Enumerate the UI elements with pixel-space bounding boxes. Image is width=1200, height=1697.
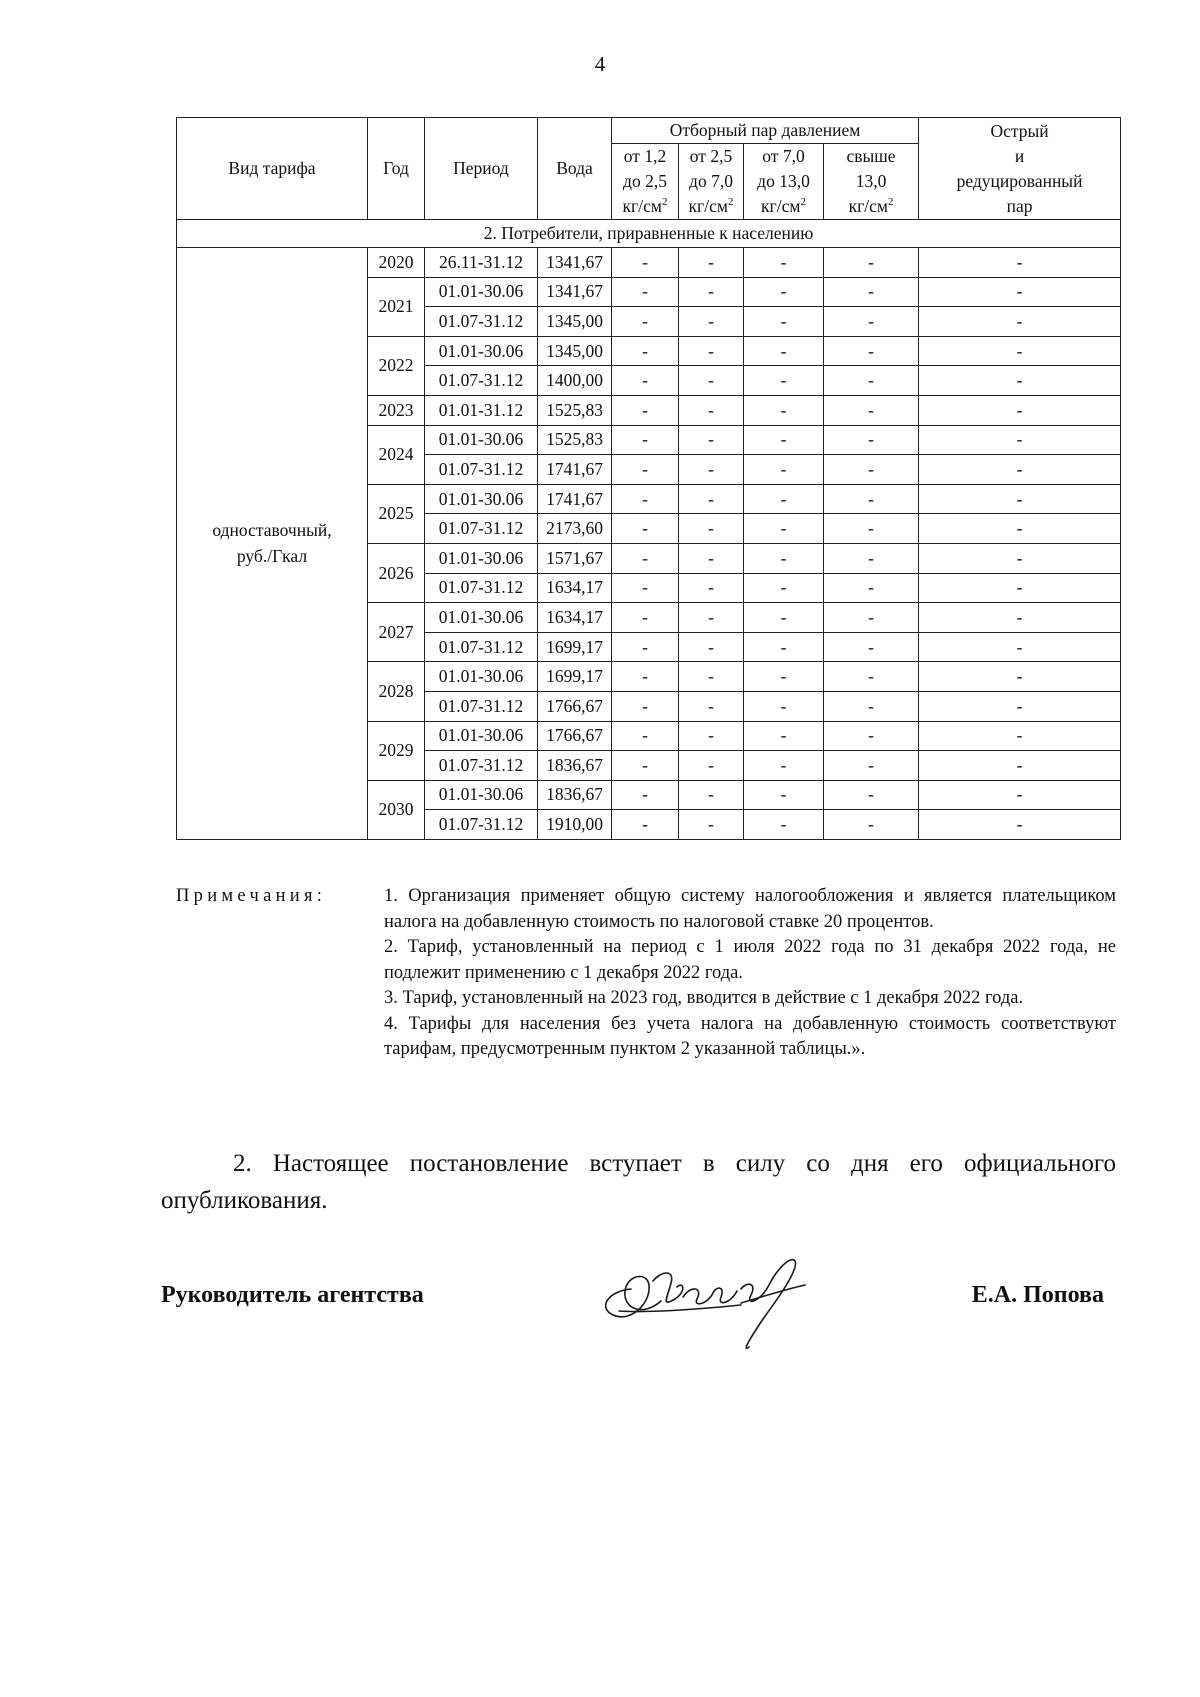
- tariff-type-line-1: одноставочный,: [212, 520, 332, 541]
- sharp-steam-cell: -: [919, 514, 1121, 544]
- sharp-steam-cell: -: [919, 336, 1121, 366]
- header-tariff-type: Вид тарифа: [177, 118, 368, 220]
- steam-cell: -: [679, 543, 744, 573]
- steam-cell: -: [679, 691, 744, 721]
- steam-cell: -: [612, 780, 679, 810]
- signer-title: Руководитель агентства: [161, 1282, 424, 1308]
- steam-cell: -: [824, 662, 919, 692]
- steam-cell: -: [824, 543, 919, 573]
- sharp-steam-cell: -: [919, 780, 1121, 810]
- steam-cell: -: [744, 336, 824, 366]
- water-cell: 1345,00: [538, 336, 612, 366]
- period-cell: 26.11-31.12: [425, 248, 538, 278]
- sharp-steam-cell: -: [919, 248, 1121, 278]
- unit-sup: 2: [800, 196, 806, 209]
- header-steam-col-2: [679, 144, 744, 220]
- steam-cell: -: [612, 603, 679, 633]
- unit-text: кг/см: [761, 196, 801, 216]
- steam-col-3-unit: [744, 194, 823, 219]
- steam-cell: -: [612, 662, 679, 692]
- unit-text: кг/см: [688, 196, 728, 216]
- period-cell: 01.07-31.12: [425, 751, 538, 781]
- unit-sup: 2: [661, 196, 668, 209]
- steam-cell: -: [612, 248, 679, 278]
- header-sharp-steam: [919, 118, 1121, 220]
- steam-cell: -: [612, 632, 679, 662]
- sharp-steam-cell: -: [919, 395, 1121, 425]
- period-cell: 01.01-31.12: [425, 395, 538, 425]
- steam-cell: -: [744, 277, 824, 307]
- page-number: 4: [594, 52, 606, 76]
- table-body: [177, 220, 1121, 840]
- steam-cell: -: [824, 277, 919, 307]
- steam-cell: -: [612, 277, 679, 307]
- period-cell: 01.07-31.12: [425, 810, 538, 840]
- steam-cell: -: [679, 248, 744, 278]
- sharp-steam-cell: -: [919, 721, 1121, 751]
- steam-cell: -: [612, 484, 679, 514]
- period-cell: 01.01-30.06: [425, 721, 538, 751]
- header-steam-col-3: [744, 144, 824, 220]
- period-cell: 01.01-30.06: [425, 484, 538, 514]
- water-cell: 1741,67: [538, 484, 612, 514]
- steam-cell: -: [744, 662, 824, 692]
- steam-cell: -: [824, 721, 919, 751]
- unit-sup: 2: [887, 196, 894, 209]
- period-cell: 01.01-30.06: [425, 603, 538, 633]
- header-steam-col-1: [612, 144, 679, 220]
- steam-cell: -: [679, 455, 744, 485]
- period-cell: 01.07-31.12: [425, 455, 538, 485]
- sharp-steam-cell: -: [919, 543, 1121, 573]
- note-item: 2. Тариф, установленный на период с 1 июля 2022 года по 31 декабря 2022 года, не подлежит применению с 1 декабря 2022 года.: [384, 937, 1116, 983]
- water-cell: 1766,67: [538, 691, 612, 721]
- year-cell: 2025: [368, 484, 425, 543]
- steam-cell: -: [679, 514, 744, 544]
- steam-cell: -: [612, 336, 679, 366]
- period-cell: 01.07-31.12: [425, 573, 538, 603]
- steam-cell: -: [612, 543, 679, 573]
- steam-cell: -: [824, 810, 919, 840]
- steam-cell: -: [679, 277, 744, 307]
- handwritten-signature: [591, 1241, 821, 1361]
- steam-cell: -: [679, 662, 744, 692]
- header-steam-group: Отборный пар давлением: [612, 118, 919, 144]
- steam-cell: -: [824, 307, 919, 337]
- water-cell: 1341,67: [538, 277, 612, 307]
- tariff-type-cell: [177, 248, 368, 840]
- period-cell: 01.07-31.12: [425, 307, 538, 337]
- water-cell: 1525,83: [538, 395, 612, 425]
- period-cell: 01.07-31.12: [425, 366, 538, 396]
- sharp-steam-cell: -: [919, 455, 1121, 485]
- sharp-steam-cell: -: [919, 307, 1121, 337]
- sharp-steam-cell: -: [919, 484, 1121, 514]
- sharp-steam-cell: -: [919, 662, 1121, 692]
- steam-cell: -: [744, 780, 824, 810]
- water-cell: 1634,17: [538, 603, 612, 633]
- steam-cell: -: [744, 395, 824, 425]
- header-sharp-line-1: Острый: [990, 120, 1049, 141]
- steam-cell: -: [679, 721, 744, 751]
- clause-effective-date: 2. Настоящее постановление вступает в силу со дня его официального опубликования.: [161, 1150, 1116, 1214]
- water-cell: 2173,60: [538, 514, 612, 544]
- notes-list: [384, 884, 1116, 1063]
- water-cell: 1836,67: [538, 751, 612, 781]
- steam-cell: -: [824, 632, 919, 662]
- water-cell: 1400,00: [538, 366, 612, 396]
- steam-cell: -: [744, 810, 824, 840]
- year-cell: 2024: [368, 425, 425, 484]
- steam-cell: -: [679, 484, 744, 514]
- section-row: [177, 220, 1121, 248]
- steam-cell: -: [744, 484, 824, 514]
- water-cell: 1699,17: [538, 632, 612, 662]
- period-cell: 01.01-30.06: [425, 277, 538, 307]
- steam-cell: -: [824, 248, 919, 278]
- steam-cell: -: [612, 514, 679, 544]
- header-steam-col-4: [824, 144, 919, 220]
- sharp-steam-cell: -: [919, 810, 1121, 840]
- water-cell: 1345,00: [538, 307, 612, 337]
- steam-cell: -: [679, 751, 744, 781]
- steam-cell: -: [612, 307, 679, 337]
- steam-cell: -: [824, 425, 919, 455]
- steam-cell: -: [824, 751, 919, 781]
- unit-sup: 2: [727, 196, 734, 209]
- notes-label: Примечания:: [176, 886, 327, 906]
- tariff-type-line-2: руб./Гкал: [236, 546, 308, 567]
- period-cell: 01.01-30.06: [425, 543, 538, 573]
- steam-cell: -: [744, 543, 824, 573]
- sharp-steam-cell: -: [919, 425, 1121, 455]
- note-item: 1. Организация применяет общую систему налогообложения и является плательщиком налога на добавленную стоимость по налоговой ставке 20 процентов.: [384, 886, 1116, 932]
- steam-col-3-line-1: от 7,0: [762, 146, 805, 166]
- steam-cell: -: [612, 455, 679, 485]
- steam-cell: -: [612, 721, 679, 751]
- steam-col-1-line-2: до 2,5: [623, 171, 667, 191]
- steam-cell: -: [824, 691, 919, 721]
- year-cell: 2021: [368, 277, 425, 336]
- period-cell: 01.07-31.12: [425, 691, 538, 721]
- period-cell: 01.07-31.12: [425, 632, 538, 662]
- year-cell: 2023: [368, 395, 425, 425]
- steam-cell: -: [612, 425, 679, 455]
- steam-col-1-unit: [612, 194, 678, 219]
- year-cell: 2029: [368, 721, 425, 780]
- steam-cell: -: [679, 632, 744, 662]
- steam-cell: -: [679, 573, 744, 603]
- period-cell: 01.01-30.06: [425, 425, 538, 455]
- steam-cell: -: [679, 395, 744, 425]
- steam-cell: -: [612, 573, 679, 603]
- sharp-steam-cell: -: [919, 573, 1121, 603]
- steam-cell: -: [744, 751, 824, 781]
- year-cell: 2026: [368, 543, 425, 602]
- header-sharp-line-2: и: [1014, 145, 1025, 166]
- steam-cell: -: [824, 484, 919, 514]
- steam-cell: -: [744, 455, 824, 485]
- period-cell: 01.01-30.06: [425, 336, 538, 366]
- steam-cell: -: [612, 395, 679, 425]
- note-item: 3. Тариф, установленный на 2023 год, вводится в действие с 1 декабря 2022 года.: [384, 988, 1024, 1008]
- year-cell: 2020: [368, 248, 425, 278]
- note-item: 4. Тарифы для населения без учета налога на добавленную стоимость соответствуют тарифам, предусмотренным пунктом 2 указанной таблицы.».: [384, 1013, 1116, 1059]
- header-period: Период: [425, 118, 538, 220]
- signature-block: [161, 1265, 1116, 1375]
- steam-cell: -: [744, 248, 824, 278]
- water-cell: 1571,67: [538, 543, 612, 573]
- header-water: Вода: [538, 118, 612, 220]
- steam-col-3-line-2: до 13,0: [757, 171, 810, 191]
- steam-cell: -: [744, 514, 824, 544]
- water-cell: 1341,67: [538, 248, 612, 278]
- sharp-steam-cell: -: [919, 603, 1121, 633]
- water-cell: 1836,67: [538, 780, 612, 810]
- steam-cell: -: [824, 573, 919, 603]
- header-sharp-line-3: редуцированный: [956, 170, 1083, 191]
- header-year: Год: [368, 118, 425, 220]
- water-cell: 1634,17: [538, 573, 612, 603]
- steam-cell: -: [679, 425, 744, 455]
- steam-cell: -: [744, 603, 824, 633]
- steam-cell: -: [744, 425, 824, 455]
- steam-col-4-line-1: свыше: [846, 146, 896, 166]
- steam-cell: -: [824, 514, 919, 544]
- sharp-steam-cell: -: [919, 751, 1121, 781]
- year-cell: 2022: [368, 336, 425, 395]
- steam-col-2-unit: [679, 194, 743, 219]
- year-cell: 2028: [368, 662, 425, 721]
- steam-cell: -: [824, 366, 919, 396]
- sharp-steam-cell: -: [919, 366, 1121, 396]
- sharp-steam-cell: -: [919, 277, 1121, 307]
- steam-cell: -: [744, 307, 824, 337]
- steam-cell: -: [744, 691, 824, 721]
- steam-cell: -: [824, 780, 919, 810]
- steam-cell: -: [612, 810, 679, 840]
- steam-cell: -: [824, 603, 919, 633]
- steam-col-2-line-2: до 7,0: [689, 171, 733, 191]
- period-cell: 01.01-30.06: [425, 662, 538, 692]
- steam-cell: -: [744, 366, 824, 396]
- water-cell: 1525,83: [538, 425, 612, 455]
- steam-cell: -: [824, 336, 919, 366]
- period-cell: 01.01-30.06: [425, 780, 538, 810]
- steam-cell: -: [824, 395, 919, 425]
- period-cell: 01.07-31.12: [425, 514, 538, 544]
- sharp-steam-cell: -: [919, 632, 1121, 662]
- steam-cell: -: [744, 573, 824, 603]
- header-sharp-line-4: пар: [1006, 195, 1033, 216]
- steam-cell: -: [744, 632, 824, 662]
- steam-cell: -: [679, 780, 744, 810]
- unit-text: кг/см: [622, 196, 662, 216]
- tariff-table: [176, 117, 1121, 840]
- steam-cell: -: [679, 603, 744, 633]
- water-cell: 1699,17: [538, 662, 612, 692]
- steam-cell: -: [612, 751, 679, 781]
- steam-cell: -: [612, 691, 679, 721]
- steam-cell: -: [679, 336, 744, 366]
- section-title: 2. Потребители, приравненные к населению: [177, 220, 1121, 248]
- sharp-steam-cell: -: [919, 691, 1121, 721]
- steam-cell: -: [824, 455, 919, 485]
- water-cell: 1910,00: [538, 810, 612, 840]
- signer-name: Е.А. Попова: [971, 1282, 1104, 1308]
- water-cell: 1766,67: [538, 721, 612, 751]
- water-cell: 1741,67: [538, 455, 612, 485]
- table-row: [177, 248, 1121, 278]
- unit-text: кг/см: [848, 196, 888, 216]
- year-cell: 2027: [368, 603, 425, 662]
- steam-col-1-line-1: от 1,2: [623, 146, 667, 166]
- steam-cell: -: [612, 366, 679, 396]
- steam-col-4-unit: [824, 194, 918, 219]
- steam-cell: -: [679, 307, 744, 337]
- steam-col-4-line-2: 13,0: [855, 171, 887, 191]
- steam-cell: -: [744, 721, 824, 751]
- steam-cell: -: [679, 366, 744, 396]
- steam-col-2-line-1: от 2,5: [689, 146, 733, 166]
- table-header: [177, 118, 1121, 220]
- steam-cell: -: [679, 810, 744, 840]
- year-cell: 2030: [368, 780, 425, 839]
